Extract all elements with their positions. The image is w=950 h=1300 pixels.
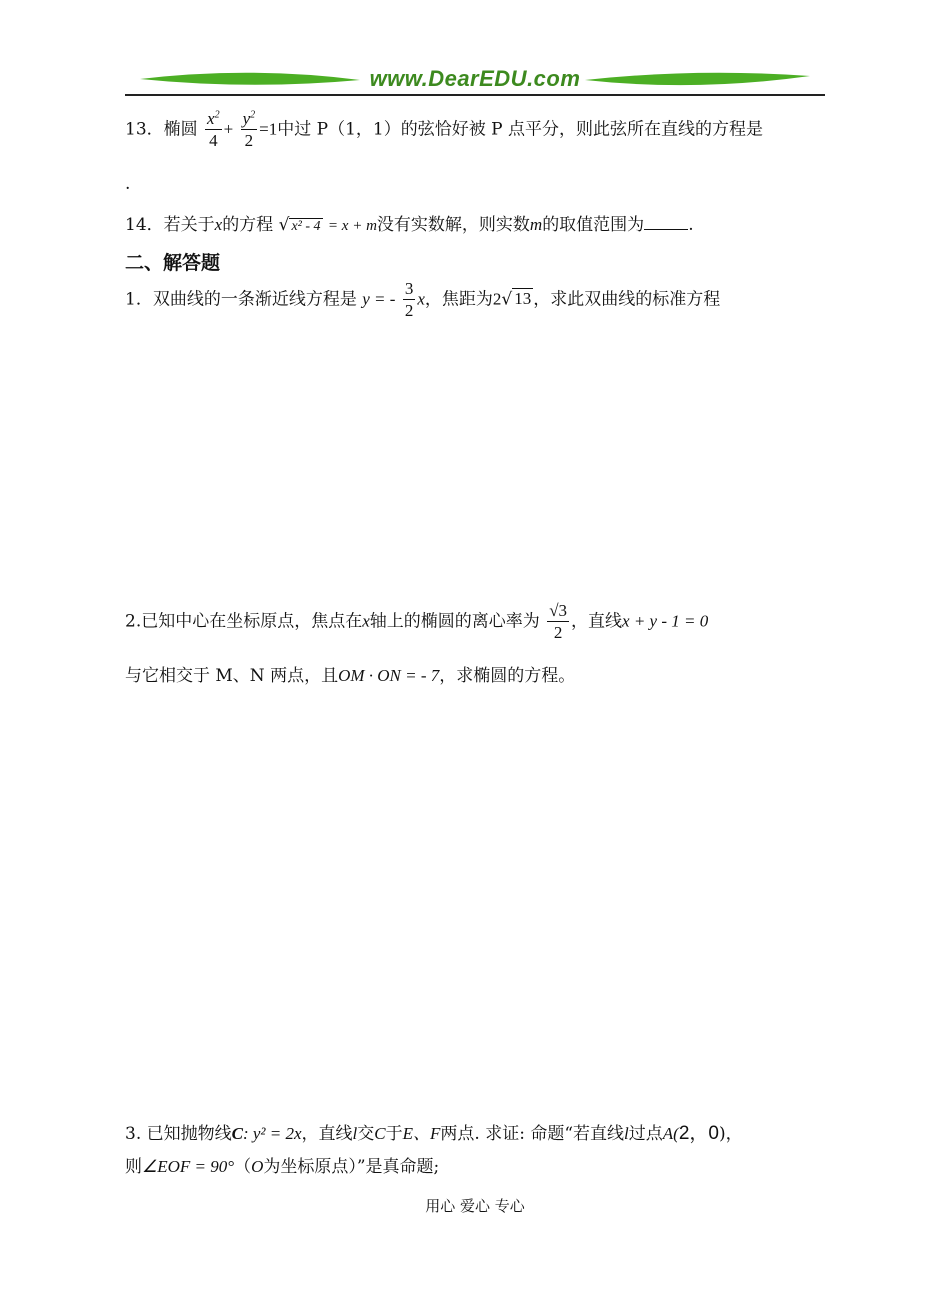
p3-parabola-equation: : y² = 2x [242,1124,302,1143]
site-logo-text: www.DearEDU.com [369,66,581,91]
p2-text-b: 轴上的椭圆的离心率为 [369,611,540,632]
p3-text-e: 两点. 求证: 命题“若直线 [440,1124,625,1144]
p1-fraction [403,278,416,322]
p1-frac-num: 3 [403,278,416,300]
p1-text-a: 1．双曲线的一条渐近线方程是 [125,289,357,310]
q14-rhs: = x + m [327,218,377,234]
problem-2-line-2 [125,667,575,685]
p3-text-g: )， [718,1124,743,1144]
p3-text-b: ，直线 [301,1124,353,1144]
q13-trailing-dot: . [125,174,131,194]
problem-2-line-1 [125,600,708,644]
p3-text-line2-b: （ [234,1157,252,1177]
q13-number: 13． [125,119,164,140]
q14-radicand: x² - 4 [291,219,321,234]
p3-angle-equation: ∠EOF = 90° [142,1157,235,1176]
question-14 [125,216,694,236]
q14-var-m: m [529,215,543,234]
problem-3-line-2 [125,1158,439,1176]
p3-var-O: O [251,1157,264,1176]
p2-text-c: ，直线 [571,611,623,632]
p3-text-d: 于 [385,1124,403,1144]
q14-answer-blank[interactable] [644,229,688,230]
p1-sqrt-symbol: √ [501,289,513,310]
p1-focal-root: 13 [514,289,532,309]
p1-var-x: x [417,289,425,309]
q13-fraction-y: $\frac{y^2}{2}$ [242,109,256,151]
header-rule [125,94,825,96]
q13-frac2-num: y [242,109,251,128]
p2-line-equation: x + y - 1 = 0 [622,611,709,631]
question-13 [125,108,763,152]
q14-text-d: 的取值范围为 [542,215,645,235]
p3-text-line2-a: 则 [125,1157,142,1177]
p2-text-a: 2.已知中心在坐标原点，焦点在 [125,611,363,632]
q13-equals: =1 [259,119,278,139]
p3-var-C2: C [374,1124,386,1143]
page-footer: 用心 爱心 专心 [425,1197,525,1215]
p1-text-b: ，焦距为 [424,289,493,310]
q13-frac1-den: 4 [209,131,218,151]
p1-focal-coef: 2 [492,289,502,309]
q14-number: 14． [125,215,164,235]
p3-var-l: l [352,1124,358,1143]
q13-text-a: 椭圆 [163,119,198,140]
q14-end: . [688,215,694,235]
p2-var-x: x [362,611,370,631]
p3-text-a: 3. 已知抛物线 [125,1124,232,1144]
p1-y-equals: y = - [362,289,396,309]
q14-sqrt-symbol: √ [278,215,290,235]
page-header [125,60,825,100]
q14-text-b: 的方程 [222,215,274,235]
p1-text-c: ，求此双曲线的标准方程 [533,289,721,310]
q14-var-x: x [214,215,223,234]
p3-point-A: A( [662,1124,679,1143]
p3-points-EF: E、F [402,1124,441,1143]
p2-eccentricity-fraction [547,600,569,644]
q13-frac2-den: 2 [244,131,254,151]
p2-frac-num: √3 [547,600,569,622]
p3-text-c: 交 [357,1124,375,1144]
p3-var-l2: l [624,1124,629,1143]
p2-frac-den: 2 [553,623,563,643]
q14-text-a: 若关于 [163,215,215,235]
p3-text-line2-c: 为坐标原点）”是真命题; [263,1157,440,1177]
problem-3-line-1 [125,1124,743,1143]
p1-frac-den: 2 [404,301,414,321]
p2-dot-product-equation: OM · ON = - 7 [338,666,440,685]
p3-var-C: C [231,1124,243,1143]
problem-1 [125,278,720,322]
q13-frac1-num: x [207,109,215,128]
p2-text-e: ，求椭圆的方程。 [439,666,576,686]
q13-fraction-x: $\frac{x^2}{4}$ [207,109,220,151]
q13-plus: + [223,119,234,139]
q13-text-b: 中过 P（1，1）的弦恰好被 P 点平分，则此弦所在直线的方程是 [277,119,763,140]
q14-text-c: 没有实数解，则实数 [376,215,530,235]
section-title: 二、解答题 [125,252,221,274]
p3-coords: 2，0 [678,1123,719,1144]
p3-text-f: 过点 [628,1124,663,1144]
p2-text-d: 与它相交于 M、N 两点，且 [125,666,339,686]
